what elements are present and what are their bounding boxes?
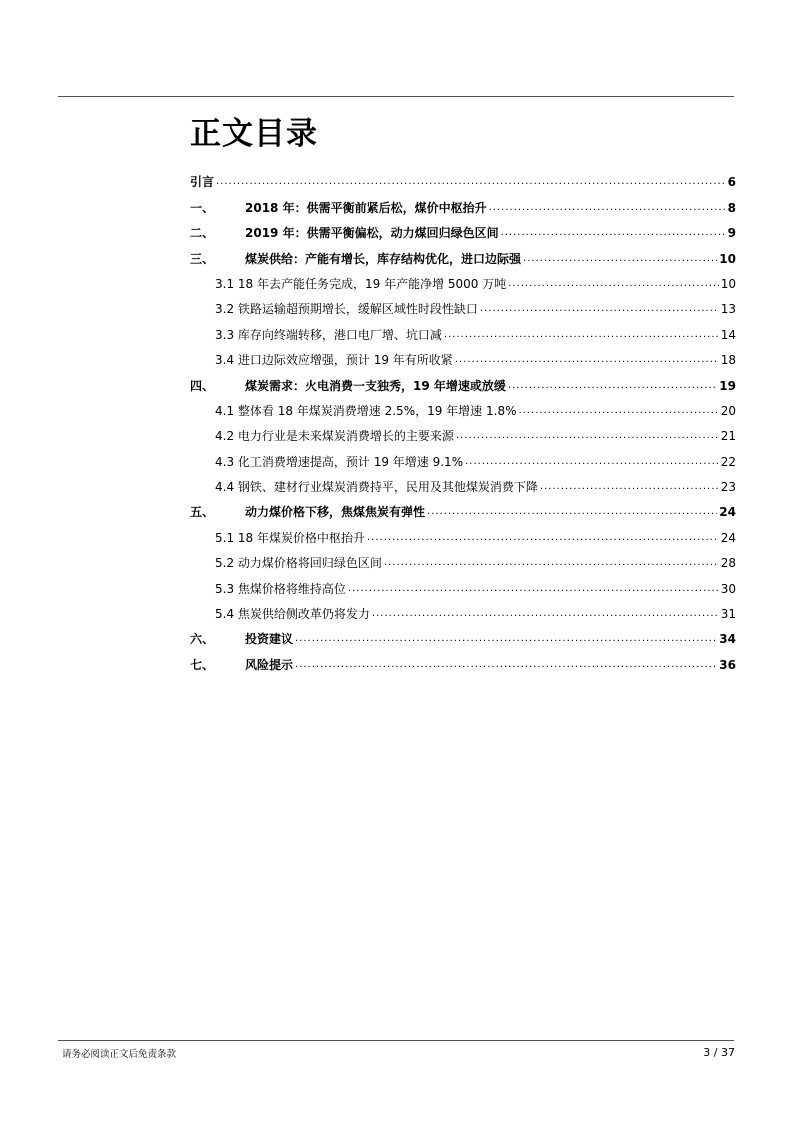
toc-dot-leader bbox=[523, 249, 717, 267]
footer-page-number: 3 / 37 bbox=[703, 1046, 735, 1059]
toc-entry-page: 6 bbox=[727, 175, 736, 190]
toc-entry-title: 投资建议 bbox=[245, 632, 294, 647]
toc-dot-leader bbox=[372, 604, 719, 622]
toc-entry-title: 3.2 铁路运输超预期增长，缓解区域性时段性缺口 bbox=[215, 302, 478, 317]
toc-entry-title: 煤炭需求：火电消费一支独秀，19 年增速或放缓 bbox=[245, 378, 506, 393]
toc-entry[interactable] bbox=[190, 368, 736, 393]
page-title: 正文目录 bbox=[190, 116, 318, 152]
toc-entry-title: 3.3 库存向终端转移，港口电厂增、坑口减 bbox=[215, 327, 442, 342]
toc-entry[interactable] bbox=[190, 343, 736, 368]
toc-dot-leader bbox=[489, 198, 726, 216]
toc-entry-page: 14 bbox=[720, 327, 736, 342]
toc-dot-leader bbox=[455, 350, 719, 368]
toc-entry-page: 8 bbox=[727, 200, 736, 215]
toc-entry[interactable] bbox=[190, 216, 736, 241]
toc-entry[interactable] bbox=[190, 444, 736, 469]
toc-entry-number: 五、 bbox=[190, 505, 215, 520]
toc-dot-leader bbox=[295, 655, 717, 673]
toc-entry[interactable] bbox=[190, 317, 736, 342]
toc-entry-title: 3.1 18 年去产能任务完成，19 年产能净增 5000 万吨 bbox=[215, 276, 507, 291]
toc-entry-title: 4.4 钢铁、建材行业煤炭消费持平，民用及其他煤炭消费下降 bbox=[215, 480, 538, 495]
toc-entry-number: 一、 bbox=[190, 200, 215, 215]
header-rule bbox=[58, 96, 734, 97]
toc-entry-page: 34 bbox=[719, 632, 736, 647]
toc-entry-title: 4.1 整体看 18 年煤炭消费增速 2.5%，19 年增速 1.8% bbox=[215, 403, 517, 418]
toc-entry-page: 24 bbox=[719, 505, 736, 520]
toc-entry-title: 5.2 动力煤价格将回归绿色区间 bbox=[215, 556, 382, 571]
footer-disclaimer: 请务必阅读正文后免责条款 bbox=[62, 1049, 177, 1060]
toc-entry-title: 4.3 化工消费增速提高，预计 19 年增速 9.1% bbox=[215, 454, 464, 469]
toc-entry-page: 19 bbox=[719, 378, 736, 393]
toc-dot-leader bbox=[465, 452, 719, 470]
toc-entry-title: 引言 bbox=[190, 175, 215, 190]
toc-entry-page: 22 bbox=[720, 454, 736, 469]
toc-entry-title: 5.1 18 年煤炭价格中枢抬升 bbox=[215, 530, 365, 545]
toc-entry[interactable] bbox=[190, 597, 736, 622]
toc-entry-title: 4.2 电力行业是未来煤炭消费增长的主要来源 bbox=[215, 429, 454, 444]
toc-entry-title: 动力煤价格下移，焦煤焦炭有弹性 bbox=[245, 505, 426, 520]
toc-entry-number: 二、 bbox=[190, 226, 215, 241]
toc-entry[interactable] bbox=[190, 165, 736, 190]
toc-dot-leader bbox=[540, 477, 719, 495]
toc-dot-leader bbox=[444, 325, 719, 343]
toc-entry-page: 36 bbox=[719, 657, 736, 672]
toc-dot-leader bbox=[216, 172, 726, 190]
toc-entry-page: 10 bbox=[720, 276, 736, 291]
toc-entry-page: 23 bbox=[720, 480, 736, 495]
toc-entry-title: 风险提示 bbox=[245, 657, 294, 672]
toc-entry[interactable] bbox=[190, 622, 736, 647]
toc-entry[interactable] bbox=[190, 190, 736, 215]
toc-entry[interactable] bbox=[190, 647, 736, 672]
toc-entry-title: 2019 年：供需平衡偏松，动力煤回归绿色区间 bbox=[245, 226, 499, 241]
toc-entry[interactable] bbox=[190, 571, 736, 596]
toc-dot-leader bbox=[456, 426, 719, 444]
toc-dot-leader bbox=[508, 274, 718, 292]
toc-entry-page: 24 bbox=[720, 530, 736, 545]
toc-entry-page: 21 bbox=[720, 429, 736, 444]
toc-dot-leader bbox=[508, 376, 717, 394]
toc-dot-leader bbox=[501, 223, 726, 241]
toc-entry-number: 三、 bbox=[190, 251, 215, 266]
toc-entry-page: 13 bbox=[720, 302, 736, 317]
toc-entry-page: 30 bbox=[720, 581, 736, 596]
toc-dot-leader bbox=[367, 528, 719, 546]
toc-entry[interactable] bbox=[190, 267, 736, 292]
toc-entry[interactable] bbox=[190, 520, 736, 545]
toc-entry[interactable] bbox=[190, 546, 736, 571]
toc-entry[interactable] bbox=[190, 394, 736, 419]
table-of-contents bbox=[190, 165, 736, 673]
toc-entry-number: 六、 bbox=[190, 632, 215, 647]
toc-entry-title: 煤炭供给：产能有增长，库存结构优化，进口边际强 bbox=[245, 251, 522, 266]
toc-entry-title: 3.4 进口边际效应增强，预计 19 年有所收紧 bbox=[215, 353, 453, 368]
toc-entry-number: 七、 bbox=[190, 657, 215, 672]
toc-entry[interactable] bbox=[190, 470, 736, 495]
toc-entry-page: 28 bbox=[720, 556, 736, 571]
toc-entry-page: 10 bbox=[719, 251, 736, 266]
toc-dot-leader bbox=[384, 553, 719, 571]
toc-entry-page: 9 bbox=[727, 226, 736, 241]
toc-entry-number: 四、 bbox=[190, 378, 215, 393]
toc-entry[interactable] bbox=[190, 495, 736, 520]
toc-entry-title: 5.4 焦炭供给侧改革仍将发力 bbox=[215, 607, 370, 622]
toc-dot-leader bbox=[427, 502, 717, 520]
toc-entry-page: 20 bbox=[720, 403, 736, 418]
toc-entry-title: 5.3 焦煤价格将维持高位 bbox=[215, 581, 346, 596]
toc-dot-leader bbox=[295, 629, 717, 647]
footer-rule bbox=[58, 1040, 734, 1041]
toc-dot-leader bbox=[518, 401, 718, 419]
toc-entry-title: 2018 年：供需平衡前紧后松，煤价中枢抬升 bbox=[245, 200, 487, 215]
toc-entry[interactable] bbox=[190, 419, 736, 444]
toc-dot-leader bbox=[348, 579, 719, 597]
toc-entry-page: 31 bbox=[720, 607, 736, 622]
toc-entry[interactable] bbox=[190, 292, 736, 317]
toc-entry-page: 18 bbox=[720, 353, 736, 368]
toc-entry[interactable] bbox=[190, 241, 736, 266]
toc-dot-leader bbox=[480, 299, 719, 317]
